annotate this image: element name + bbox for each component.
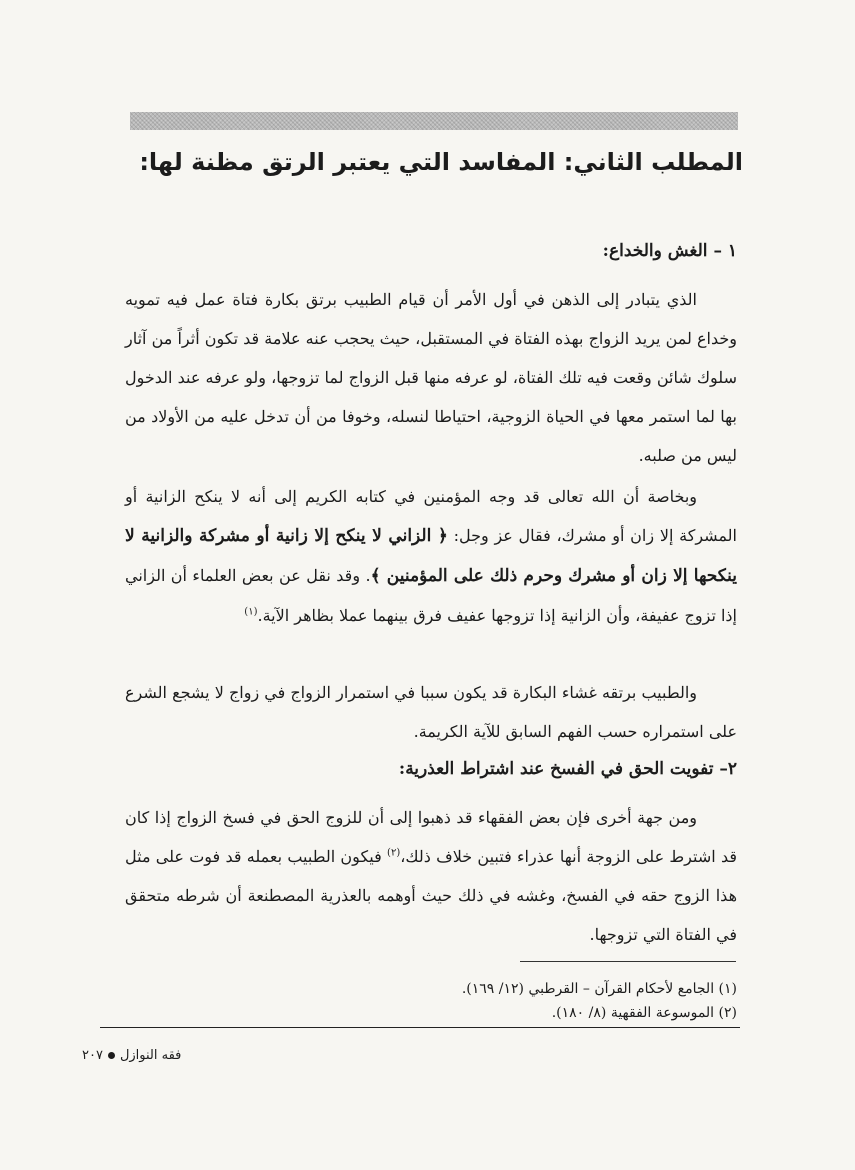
- footnote-separator: [520, 961, 736, 962]
- footnote-1: (١) الجامع لأحكام القرآن – القرطبي (١٢/ ١٦٩).: [461, 981, 737, 997]
- paragraph-4-continuation: فيكون الطبيب بعمله قد فوت على مثل هذا الزوج حقه في الفسخ، وغشه في ذلك حيث أوهمه بالعذرية المصطنعة أن شرطه متحقق في الفتاة التي تزوجها.: [125, 847, 737, 944]
- section-title: المطلب الثاني: المفاسد التي يعتبر الرتق مظنة لها:: [139, 148, 743, 176]
- footnote-2: (٢) الموسوعة الفقهية (٨/ ١٨٠).: [551, 1005, 737, 1021]
- footnote-ref-2[interactable]: (٢): [387, 847, 401, 859]
- paragraph-2: [125, 477, 737, 635]
- footnote-ref-1[interactable]: (١): [244, 606, 258, 618]
- book-title: فقه النوازل: [119, 1048, 182, 1063]
- paragraph-3: والطبيب برتقه غشاء البكارة قد يكون سببا في استمرار الزواج في زواج لا يشجع الشرع على استمراره حسب الفهم السابق للآية الكريمة.: [125, 683, 737, 741]
- paragraph-2-continuation: . وقد نقل عن بعض العلماء أن الزاني إذا تزوج عفيفة، وأن الزانية إذا تزوجها عفيف فرق بينهما عملا بظاهر الآية.: [125, 566, 737, 625]
- paragraph-2-intro: وبخاصة أن الله تعالى قد وجه المؤمنين في كتابه الكريم إلى أنه لا ينكح الزانية أو المشركة إلا زان أو مشرك، فقال عز وجل:: [125, 487, 737, 545]
- paragraph-4-intro: ومن جهة أخرى فإن بعض الفقهاء قد ذهبوا إلى أن للزوج الحق في فسخ الزواج إذا كان قد اشترط على الزوجة أنها عذراء فتبين خلاف ذلك،: [125, 808, 737, 866]
- page-number: ٢٠٧: [82, 1048, 103, 1063]
- quran-verse-quote: ﴿ الزاني لا ينكح إلا زانية أو مشركة والزانية لا ينكحها إلا زان أو مشرك وحرم ذلك على المؤمنين ﴾: [125, 526, 738, 586]
- paragraph-1: الذي يتبادر إلى الذهن في أول الأمر أن قيام الطبيب برتق بكارة فتاة عمل فيه تمويه وخداع لمن يريد الزواج بهذه الفتاة في المستقبل، حيث يحجب عنه علامة قد تكون أثراً من آثار سلوك شائن وقعت فيه تلك الفتاة، لو عرفه منها قبل الزواج لما تزوجها، ولو عرفه عند الدخول بها لما استمر معها في الحياة الزوجية، احتياطا لنسله، وخوفا من أن تدخل عليه من الأولاد من ليس من صلبه.: [125, 290, 737, 465]
- subsection-heading-1: ١ – الغش والخداع:: [602, 241, 737, 261]
- page-bottom-rule: [100, 1027, 740, 1028]
- decorative-header-band: [130, 112, 738, 130]
- subsection-heading-2: ٢– تفويت الحق في الفسخ عند اشتراط العذرية:: [398, 759, 737, 779]
- paragraph-4: [125, 798, 737, 954]
- page-footer: [82, 1046, 181, 1066]
- bullet-dot-icon: [108, 1052, 115, 1059]
